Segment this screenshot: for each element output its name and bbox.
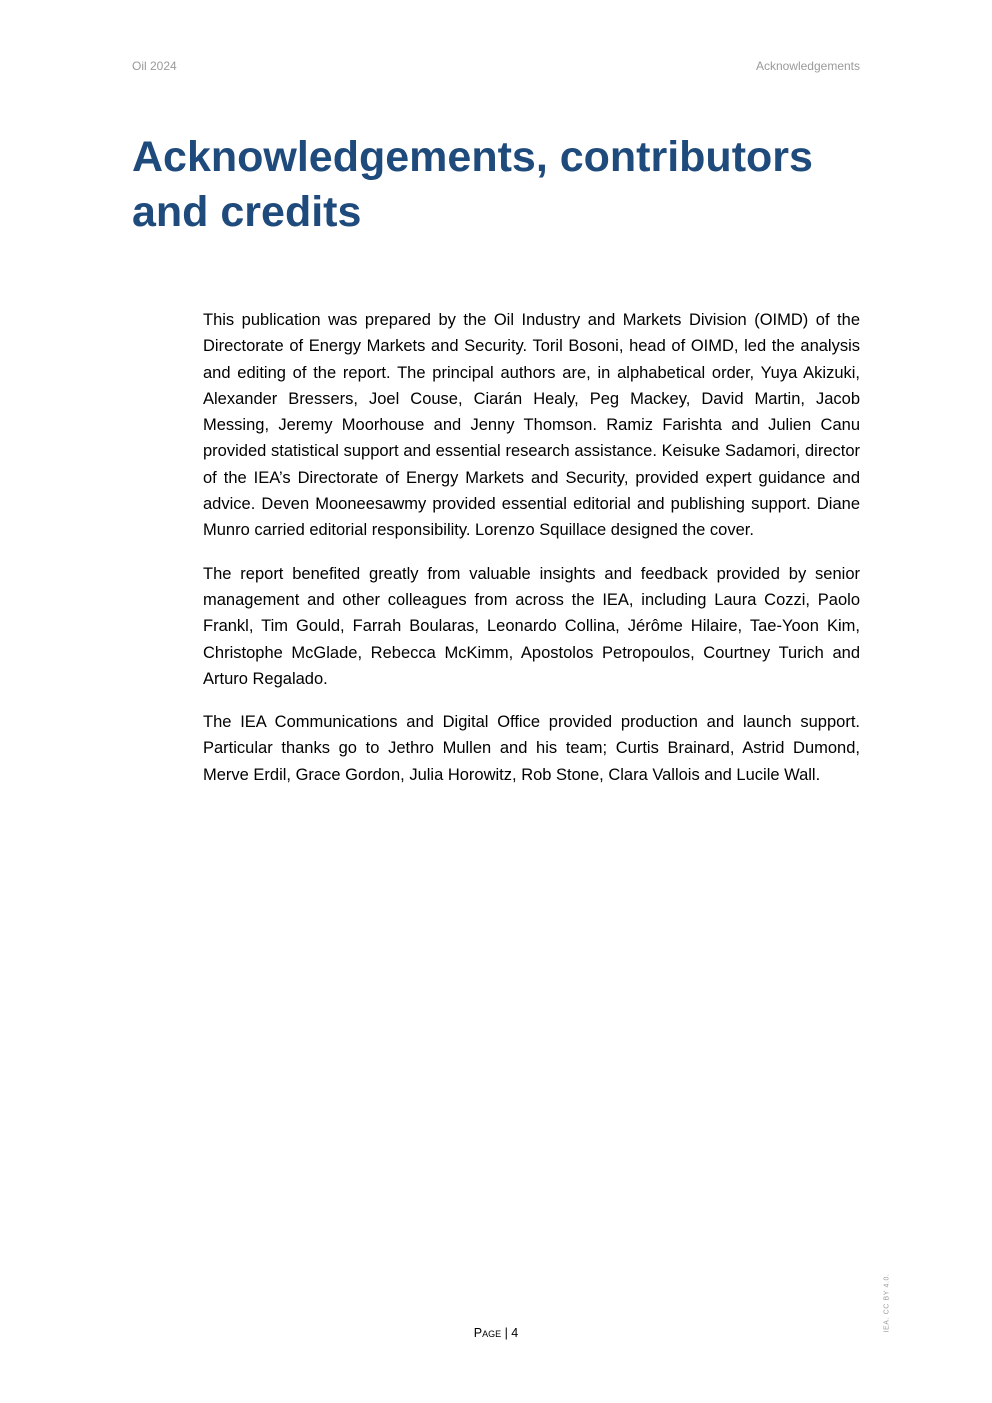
page-footer (0, 1326, 992, 1340)
paragraph-feedback: The report benefited greatly from valuable insights and feedback provided by senior management and other colleagues from across the IEA, including Laura Cozzi, Paolo Frankl, Tim Gould, Farrah Boularas, Leonardo Collina, Jérôme Hilaire, Tae-Yoon Kim, Christophe McGlade, Rebecca McKimm, Apostolos Petropoulos, Courtney Turich and Arturo Regalado. (203, 564, 860, 688)
page-number: 4 (511, 1326, 519, 1340)
running-header-section-name: Acknowledgements (755, 59, 860, 73)
page-title-line-2: and credits (132, 188, 362, 236)
page-title (132, 130, 872, 240)
acknowledgements-body (203, 307, 860, 805)
page-label: Page (473, 1326, 502, 1340)
license-note: IEA. CC BY 4.0. (883, 1273, 891, 1333)
paragraph-communications: The IEA Communications and Digital Office provided production and launch support. Particular thanks go to Jethro Mullen and his team; Curtis Brainard, Astrid Dumond, Merve Erdil, Grace Gordon, Julia Horowitz, Rob Stone, Clara Vallois and Lucile Wall. (203, 713, 860, 784)
page-separator: | (501, 1326, 512, 1340)
running-header-report-title: Oil 2024 (132, 59, 177, 73)
page-title-line-1: Acknowledgements, contributors (132, 133, 813, 181)
paragraph-authors: This publication was prepared by the Oil Industry and Markets Division (OIMD) of the Directorate of Energy Markets and Security. Toril Bosoni, head of OIMD, led the analysis and editing of the report. The principal authors are, in alphabetical order, Yuya Akizuki, Alexander Bressers, Joel Couse, Ciarán Healy, Peg Mackey, David Martin, Jacob Messing, Jeremy Moorhouse and Jenny Thomson. Ramiz Farishta and Julien Canu provided statistical support and essential research assistance. Keisuke Sadamori, director of the IEA’s Directorate of Energy Markets and Security, provided expert guidance and advice. Deven Mooneesawmy provided essential editorial and publishing support. Diane Munro carried editorial responsibility. Lorenzo Squillace designed the cover. (203, 311, 860, 540)
